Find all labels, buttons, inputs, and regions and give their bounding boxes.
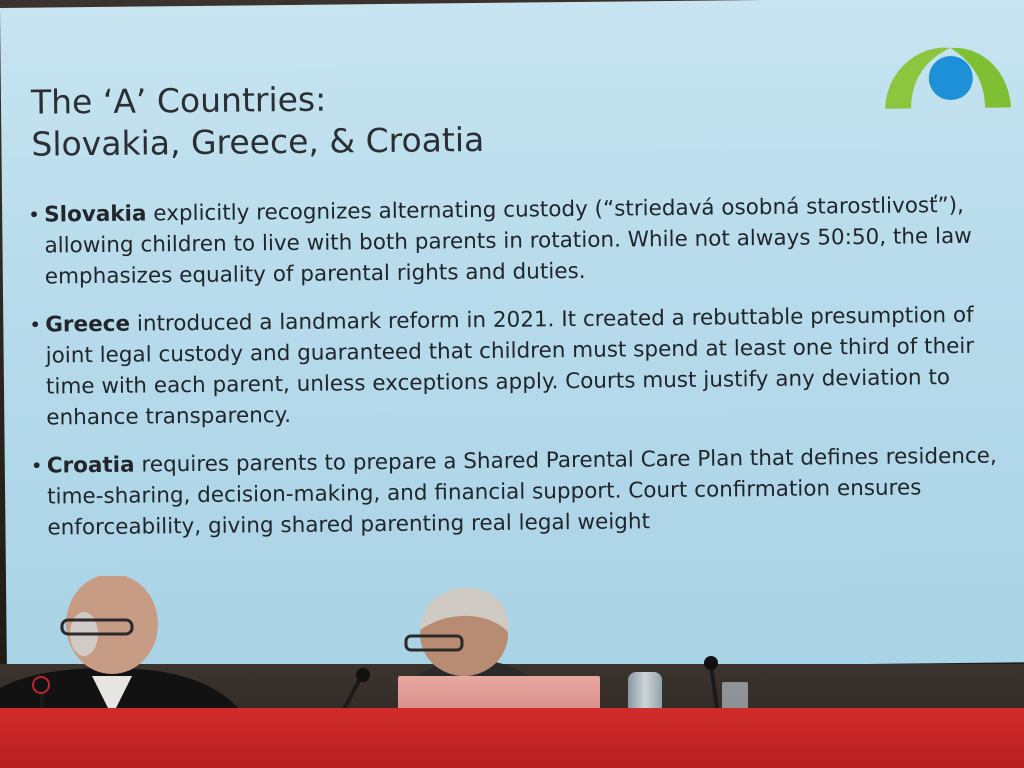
- laptop-lid: [398, 676, 600, 712]
- bullet-country-name: Croatia: [46, 452, 135, 479]
- slide-title: [31, 77, 485, 166]
- bullet-text: introduced a landmark reform in 2021. It created a rebuttable presumption of joint legal custody and guaranteed that children must spend at least one third of their time with each parent, unless exceptions apply. Courts must justify any deviation to enhance transparency.: [45, 302, 975, 431]
- speaker-left: [0, 576, 260, 716]
- red-desk-front: [0, 708, 1024, 768]
- organization-logo: [880, 37, 1013, 116]
- bullet-country-name: Slovakia: [44, 201, 147, 228]
- bullet-text: requires parents to prepare a Shared Parental Care Plan that defines residence, time-sharing, decision-making, and financial support. Court confirmation ensures enforceability, giving shared parenting real legal weight: [46, 443, 997, 541]
- water-bottle: [628, 672, 662, 712]
- bullet-list: [28, 189, 1012, 560]
- bullet-croatia: [31, 440, 1012, 543]
- microphone-icon: [356, 668, 370, 682]
- bullet-country-name: Greece: [45, 311, 131, 338]
- logo-blue-dot: [929, 56, 973, 100]
- bullet-dot: •: [30, 453, 43, 478]
- bullet-greece: [29, 299, 1010, 433]
- bullet-text: explicitly recognizes alternating custody (“striedavá osobná starostlivosť”), allowing children to live with both parents in rotation. While not always 50:50, the law emphasizes equality of parental rights and duties.: [44, 192, 972, 290]
- bullet-dot: •: [29, 312, 42, 337]
- drinking-glass: [722, 682, 748, 710]
- microphone-icon: [34, 678, 48, 692]
- slide-title-line-1: The ‘A’ Countries:: [30, 79, 327, 122]
- bullet-dot: •: [28, 202, 41, 227]
- bullet-slovakia: [28, 189, 1009, 292]
- slide-title-line-2: Slovakia, Greece, & Croatia: [31, 119, 485, 164]
- microphone-icon: [704, 656, 718, 670]
